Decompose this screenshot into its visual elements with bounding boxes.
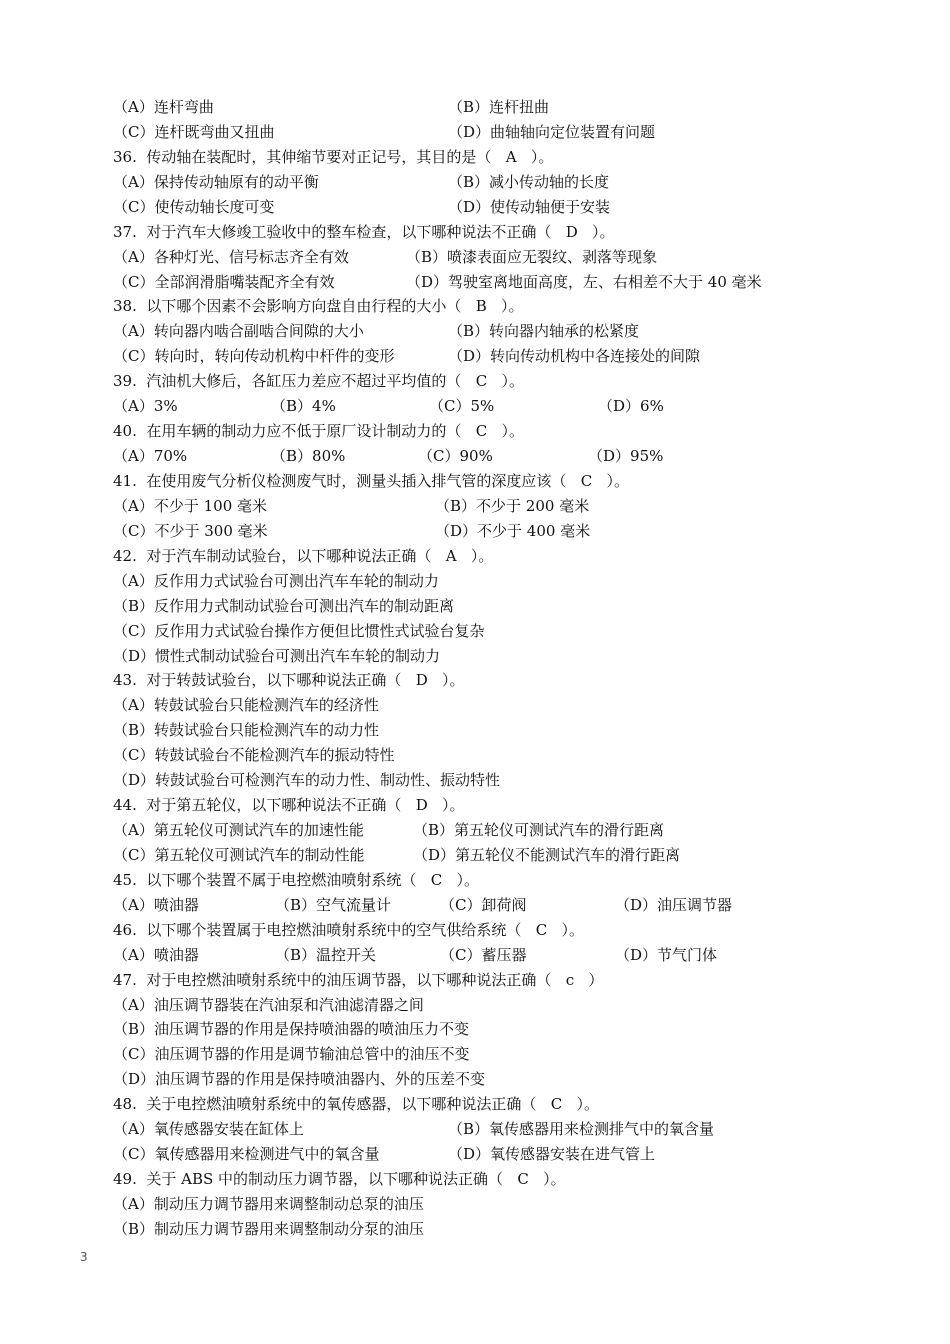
line-segment: （A）转鼓试验台只能检测汽车的经济性 <box>113 696 379 715</box>
line-segment: （B）油压调节器的作用是保持喷油器的喷油压力不变 <box>113 1020 470 1039</box>
option-segment: （B）氧传感器用来检测排气中的氧含量 <box>448 1120 715 1139</box>
line-segment: 42. 对于汽车制动试验台，以下哪种说法正确（ A ）。 <box>113 546 494 565</box>
option-segment: （D）氧传感器安装在进气管上 <box>448 1145 656 1164</box>
line-segment: （A）连杆弯曲 <box>113 98 214 116</box>
line-segment: 41. 在使用废气分析仪检测废气时，测量头插入排气管的深度应该（ C ）。 <box>113 471 629 490</box>
option-segment: （D）95% <box>588 447 664 465</box>
line-segment: （A）反作用力式试验台可测出汽车车轮的制动力 <box>113 571 439 590</box>
option-segment: （B）80% <box>271 447 346 465</box>
line-segment: 48. 关于电控燃油喷射系统中的氧传感器，以下哪种说法正确（ C ）。 <box>113 1095 599 1114</box>
line-segment: （C）转向时，转向传动机构中杆件的变形 <box>113 347 395 366</box>
option-segment: （D）油压调节器 <box>615 895 733 914</box>
option-segment: （D）曲轴轴向定位装置有问题 <box>448 122 656 141</box>
line-segment: （D）油压调节器的作用是保持喷油器内、外的压差不变 <box>113 1070 486 1089</box>
line-segment: （C）反作用力式试验台操作方便但比惯性式试验台复杂 <box>113 621 485 640</box>
option-segment: （B）转向器内轴承的松紧度 <box>448 322 640 341</box>
page-number: 3 <box>80 1250 88 1264</box>
line-segment: （C）油压调节器的作用是调节输油总管中的油压不变 <box>113 1045 470 1064</box>
option-segment: （D）使传动轴便于安装 <box>448 197 611 216</box>
option-segment: （B）温控开关 <box>275 945 377 964</box>
option-segment: （B）不少于 200 毫米 <box>435 496 590 515</box>
option-segment: （B）连杆扭曲 <box>448 98 550 116</box>
option-segment: （B）减小传动轴的长度 <box>448 172 610 191</box>
option-segment: （D）第五轮仪不能测试汽车的滑行距离 <box>413 845 681 864</box>
option-segment: （D）转向传动机构中各连接处的间隙 <box>448 347 701 366</box>
line-segment: 43. 对于转鼓试验台，以下哪种说法正确（ D ）。 <box>113 671 465 690</box>
line-segment: （A）喷油器 <box>113 895 199 914</box>
line-segment: 36. 传动轴在装配时，其伸缩节要对正记号，其目的是（ A ）。 <box>113 147 554 166</box>
line-segment: （C）第五轮仪可测试汽车的制动性能 <box>113 845 365 864</box>
line-segment: （C）不少于 300 毫米 <box>113 521 268 540</box>
line-segment: （D）转鼓试验台可检测汽车的动力性、制动性、振动特性 <box>113 771 501 790</box>
option-segment: （C）90% <box>418 447 493 465</box>
line-segment: 47. 对于电控燃油喷射系统中的油压调节器，以下哪种说法正确（ c ） <box>113 970 604 989</box>
line-segment: （A）制动压力调节器用来调整制动总泵的油压 <box>113 1194 424 1213</box>
line-segment: 40. 在用车辆的制动力应不低于原厂设计制动力的（ C ）。 <box>113 422 524 441</box>
option-segment: （C）5% <box>429 397 495 416</box>
option-segment: （B）喷漆表面应无裂纹、剥落等现象 <box>406 247 658 266</box>
line-segment: （C）连杆既弯曲又扭曲 <box>113 122 275 141</box>
line-segment: 37. 对于汽车大修竣工验收中的整车检查，以下哪种说法不正确（ D ）。 <box>113 222 615 241</box>
line-segment: （A）3% <box>113 397 178 416</box>
line-segment: （A）氧传感器安装在缸体上 <box>113 1120 304 1139</box>
line-segment: （A）不少于 100 毫米 <box>113 496 267 515</box>
option-segment: （C）蓄压器 <box>440 945 527 964</box>
line-segment: （A）各种灯光、信号标志齐全有效 <box>113 247 349 266</box>
line-segment: （A）保持传动轴原有的动平衡 <box>113 172 319 191</box>
line-segment: （B）反作用力式制动试验台可测出汽车的制动距离 <box>113 596 455 615</box>
line-segment: 45. 以下哪个装置不属于电控燃油喷射系统（ C ）。 <box>113 870 479 889</box>
line-segment: （C）使传动轴长度可变 <box>113 197 275 216</box>
line-segment: （C）转鼓试验台不能检测汽车的振动特性 <box>113 746 395 765</box>
line-segment: （A）油压调节器装在汽油泵和汽油滤清器之间 <box>113 995 424 1014</box>
option-segment: （D）驾驶室离地面高度，左、右相差不大于 40 毫米 <box>406 272 762 291</box>
line-segment: 49. 关于 ABS 中的制动压力调节器，以下哪种说法正确（ C ）。 <box>113 1170 566 1188</box>
line-segment: （C）全部润滑脂嘴装配齐全有效 <box>113 272 335 291</box>
line-segment: （D）惯性式制动试验台可测出汽车车轮的制动力 <box>113 646 441 665</box>
line-segment: （B）转鼓试验台只能检测汽车的动力性 <box>113 721 380 740</box>
line-segment: 39. 汽油机大修后，各缸压力差应不超过平均值的（ C ）。 <box>113 372 524 391</box>
line-segment: （A）第五轮仪可测试汽车的加速性能 <box>113 821 364 839</box>
option-segment: （D）不少于 400 毫米 <box>435 521 591 540</box>
line-segment: 38. 以下哪个因素不会影响方向盘自由行程的大小（ B ）。 <box>113 297 524 316</box>
option-segment: （D）6% <box>598 397 664 416</box>
line-segment: （C）氧传感器用来检测进气中的氧含量 <box>113 1145 380 1164</box>
line-segment: 44. 对于第五轮仪，以下哪种说法不正确（ D ）。 <box>113 796 465 814</box>
option-segment: （B）4% <box>271 397 336 416</box>
line-segment: （A）转向器内啮合副啮合间隙的大小 <box>113 322 364 341</box>
line-segment: （A）70% <box>113 447 188 465</box>
line-segment: （B）制动压力调节器用来调整制动分泵的油压 <box>113 1219 425 1238</box>
option-segment: （B）空气流量计 <box>275 895 392 914</box>
option-segment: （B）第五轮仪可测试汽车的滑行距离 <box>413 821 665 839</box>
line-segment: （A）喷油器 <box>113 945 199 964</box>
option-segment: （D）节气门体 <box>615 945 718 964</box>
option-segment: （C）卸荷阀 <box>440 895 527 914</box>
line-segment: 46. 以下哪个装置属于电控燃油喷射系统中的空气供给系统（ C ）。 <box>113 920 584 939</box>
